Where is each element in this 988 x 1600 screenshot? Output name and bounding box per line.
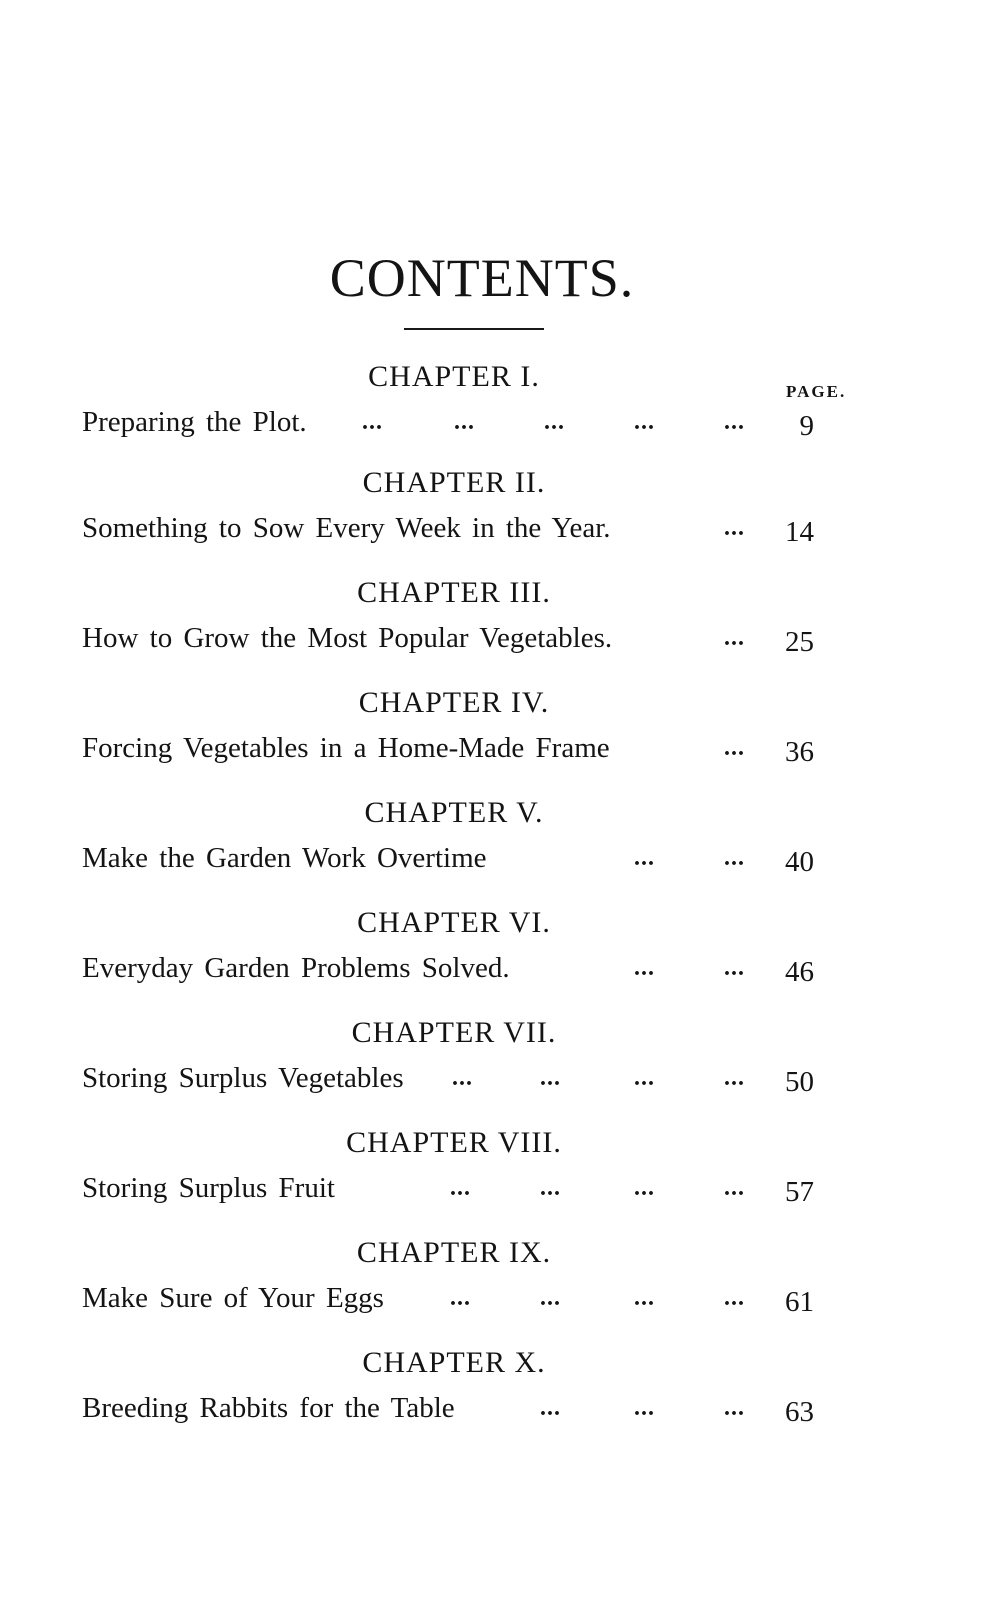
dot-leader: ... (540, 1065, 561, 1091)
page-number: 57 (785, 1176, 814, 1208)
toc-line (74, 1170, 834, 1206)
chapter-title: Storing Surplus Fruit (82, 1172, 335, 1204)
dot-leader: ... (724, 955, 745, 981)
dot-leader: ... (634, 1175, 655, 1201)
toc-entry-7 (74, 1016, 834, 1106)
chapter-title: Make the Garden Work Overtime (82, 842, 487, 874)
toc-entry-8 (74, 1126, 834, 1216)
chapter-title: Everyday Garden Problems Solved. (82, 952, 510, 984)
toc-entry-6 (74, 906, 834, 996)
dot-leader: ... (634, 1285, 655, 1311)
page-title: CONTENTS. (329, 248, 635, 308)
page-number: 40 (785, 846, 814, 878)
dot-leader: ... (724, 409, 745, 435)
toc-line (74, 620, 834, 656)
dot-leader: ... (724, 845, 745, 871)
page-number: 46 (785, 956, 814, 988)
chapter-title: Preparing the Plot. (82, 406, 307, 438)
chapter-heading: CHAPTER III. (357, 576, 551, 609)
chapter-heading: CHAPTER IV. (358, 686, 550, 719)
page-number: 61 (785, 1286, 814, 1318)
toc-line (74, 510, 834, 546)
toc-line (74, 950, 834, 986)
chapter-heading: CHAPTER VIII. (346, 1126, 562, 1159)
chapter-title: How to Grow the Most Popular Vegetables. (82, 622, 613, 654)
dot-leader: ... (634, 409, 655, 435)
page-number: 14 (785, 516, 814, 548)
toc-line (74, 730, 834, 766)
dot-leader: ... (724, 735, 745, 761)
dot-leader: ... (634, 845, 655, 871)
dot-leader: ... (540, 1285, 561, 1311)
chapter-heading: CHAPTER II. (362, 466, 546, 499)
page-number: 25 (785, 626, 814, 658)
toc-entry-3 (74, 576, 834, 666)
toc-line (74, 840, 834, 876)
dot-leader: ... (540, 1395, 561, 1421)
dot-leader: ... (452, 1065, 473, 1091)
toc-entry-2 (74, 466, 834, 556)
dot-leader: ... (724, 625, 745, 651)
chapter-title: Something to Sow Every Week in the Year. (82, 512, 611, 544)
dot-leader: ... (724, 1285, 745, 1311)
dot-leader: ... (450, 1285, 471, 1311)
toc-entry-4 (74, 686, 834, 776)
toc-line (74, 1390, 834, 1426)
dot-leader: ... (634, 955, 655, 981)
page-number: 50 (785, 1066, 814, 1098)
dot-leader: ... (362, 409, 383, 435)
chapter-heading: CHAPTER VI. (357, 906, 551, 939)
dot-leader: ... (544, 409, 565, 435)
dot-leader: ... (450, 1175, 471, 1201)
chapter-heading: CHAPTER VII. (351, 1016, 557, 1049)
page-number: 9 (799, 410, 814, 442)
dot-leader: ... (634, 1395, 655, 1421)
title-rule (404, 328, 544, 330)
dot-leader: ... (724, 1175, 745, 1201)
dot-leader: ... (724, 1395, 745, 1421)
toc-line (74, 1280, 834, 1316)
chapter-title: Forcing Vegetables in a Home-Made Frame (82, 732, 610, 764)
page-number: 63 (785, 1396, 814, 1428)
chapter-heading: CHAPTER I. (368, 360, 540, 393)
toc-entry-5 (74, 796, 834, 886)
page-number: 36 (785, 736, 814, 768)
toc-line (74, 404, 834, 440)
dot-leader: ... (634, 1065, 655, 1091)
chapter-heading: CHAPTER V. (364, 796, 544, 829)
chapter-title: Storing Surplus Vegetables (82, 1062, 404, 1094)
chapter-heading: CHAPTER X. (362, 1346, 546, 1379)
dot-leader: ... (540, 1175, 561, 1201)
toc-line (74, 1060, 834, 1096)
dot-leader: ... (454, 409, 475, 435)
chapter-heading: CHAPTER IX. (356, 1236, 552, 1269)
dot-leader: ... (724, 1065, 745, 1091)
chapter-title: Breeding Rabbits for the Table (82, 1392, 455, 1424)
toc-entry-1 (74, 360, 834, 450)
page-column-label: PAGE. (786, 382, 847, 401)
toc-entry-10 (74, 1346, 834, 1436)
toc-entry-9 (74, 1236, 834, 1326)
chapter-title: Make Sure of Your Eggs (82, 1282, 384, 1314)
dot-leader: ... (724, 515, 745, 541)
